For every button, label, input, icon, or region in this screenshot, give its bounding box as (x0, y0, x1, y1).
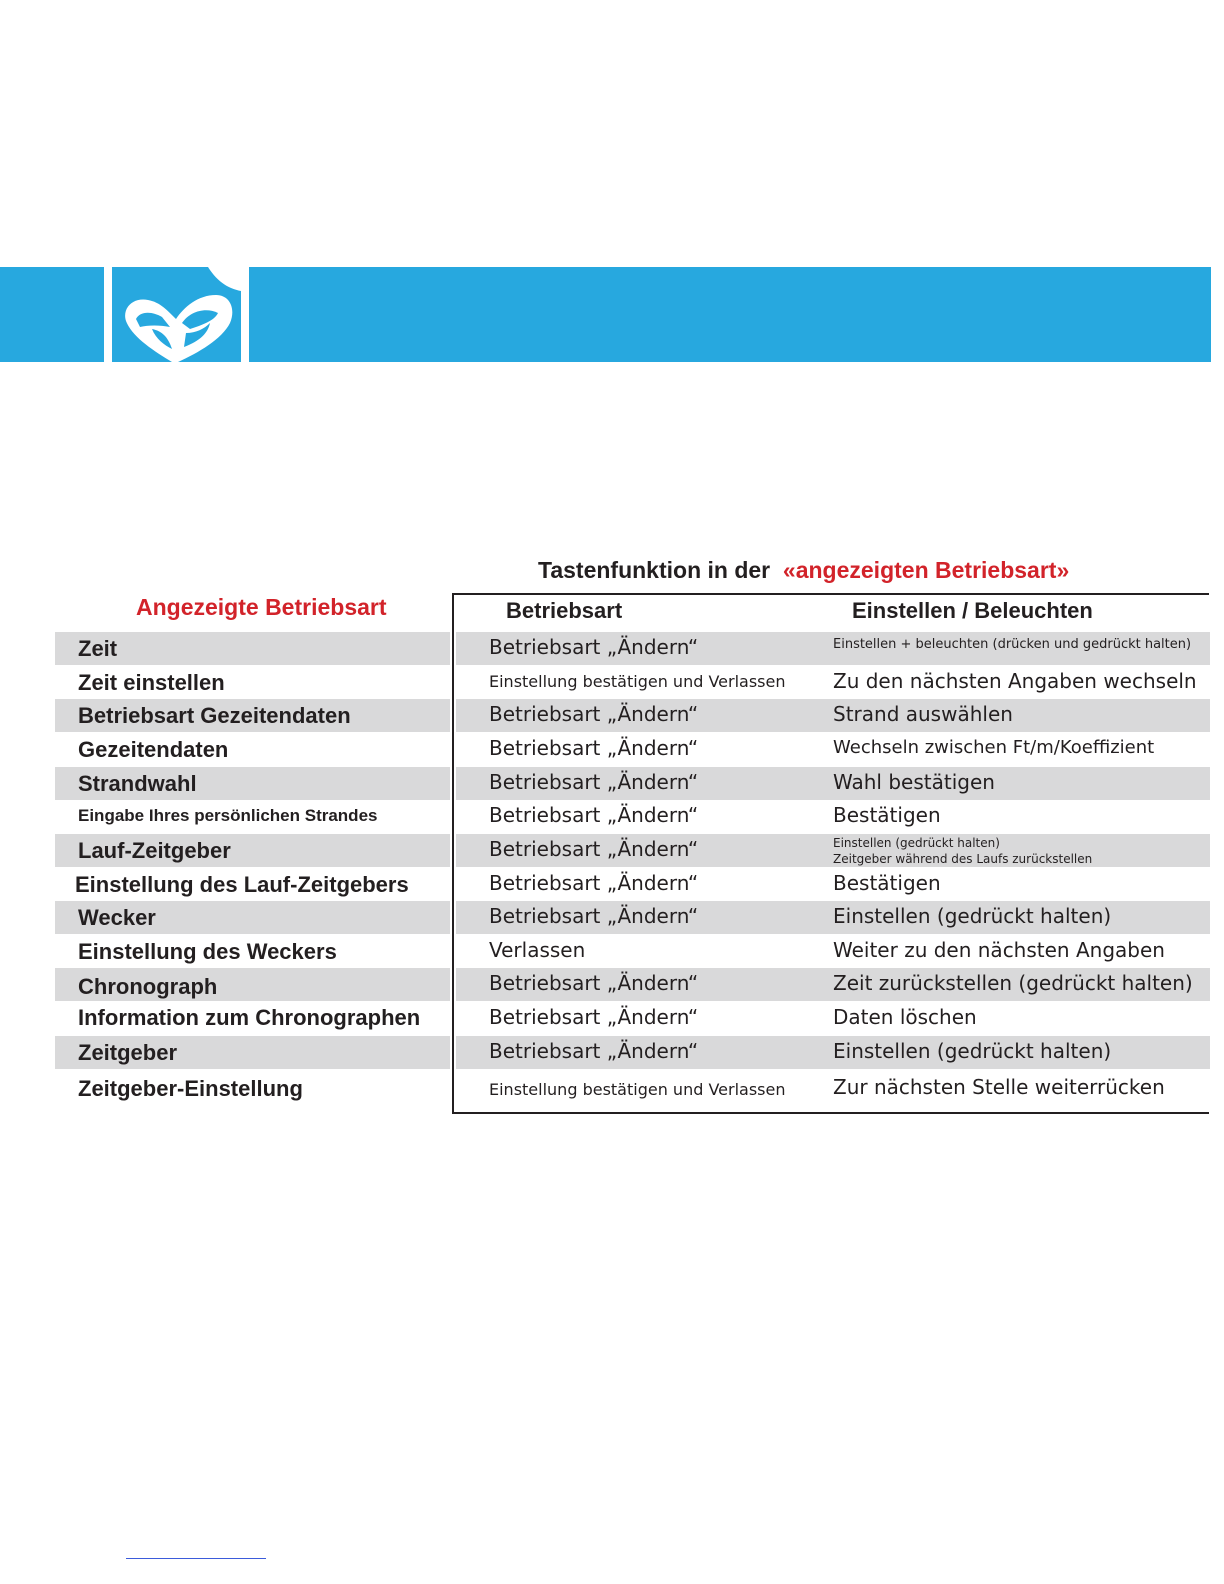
set-button-action: Bestätigen (833, 803, 941, 827)
set-button-action: Einstellen + beleuchten (drücken und gedrückt halten) (833, 637, 1192, 652)
mode-button-action: Verlassen (489, 938, 586, 962)
mode-label: Wecker (78, 905, 156, 930)
set-button-action: Einstellen (gedrückt halten) (833, 904, 1112, 928)
table-row (55, 868, 1211, 901)
mode-button-action: Betriebsart „Ändern“ (489, 702, 699, 726)
header-banner-left (0, 267, 104, 362)
mode-label: Zeitgeber (78, 1040, 178, 1065)
column-header-mode: Betriebsart (506, 598, 623, 623)
mode-button-action: Betriebsart „Ändern“ (489, 904, 699, 928)
mode-label: Zeit einstellen (78, 670, 225, 695)
set-button-action: Daten löschen (833, 1005, 977, 1029)
table-title-highlight: «angezeigten Betriebsart» (782, 557, 1070, 583)
table-row (55, 733, 1211, 766)
set-button-action: Zu den nächsten Angaben wechseln (833, 669, 1197, 693)
table-title (538, 557, 1069, 584)
mode-button-action: Betriebsart „Ändern“ (489, 635, 699, 659)
mode-label: Chronograph (78, 974, 218, 999)
table-row (55, 1002, 1211, 1035)
set-button-action: Zur nächsten Stelle weiterrücken (833, 1075, 1165, 1099)
table-row (55, 800, 1211, 833)
set-button-action: Einstellen (gedrückt halten) (833, 1039, 1112, 1063)
left-column-header: Angezeigte Betriebsart (136, 594, 387, 620)
table-row (55, 767, 1211, 800)
mode-label: Betriebsart Gezeitendaten (78, 703, 351, 728)
table-row (55, 901, 1211, 934)
mode-button-action: Betriebsart „Ändern“ (489, 736, 699, 760)
mode-button-action: Einstellung bestätigen und Verlassen (489, 1080, 786, 1099)
table-row (55, 968, 1211, 1001)
mode-button-action: Betriebsart „Ändern“ (489, 837, 699, 861)
set-button-action: Zeit zurückstellen (gedrückt halten) (833, 971, 1193, 995)
set-button-action: Wahl bestätigen (833, 770, 995, 794)
set-button-action: Strand auswählen (833, 702, 1013, 726)
mode-label: Strandwahl (78, 771, 197, 796)
table-row (55, 632, 1211, 665)
table-row (55, 699, 1211, 732)
mode-button-action: Einstellung bestätigen und Verlassen (489, 672, 786, 691)
set-button-action (833, 835, 1092, 867)
column-header-set-light: Einstellen / Beleuchten (852, 598, 1093, 623)
mode-button-action: Betriebsart „Ändern“ (489, 803, 699, 827)
mode-label: Zeit (78, 636, 118, 661)
footer-rule (126, 1558, 266, 1559)
heart-logo-icon (112, 267, 241, 362)
mode-label: Einstellung des Weckers (78, 939, 337, 964)
set-button-action: Bestätigen (833, 871, 941, 895)
table-row (55, 834, 1211, 867)
table-row (55, 935, 1211, 968)
mode-button-action: Betriebsart „Ändern“ (489, 971, 699, 995)
mode-label: Eingabe Ihres persönlichen Strandes (78, 806, 378, 825)
set-button-action: Wechseln zwischen Ft/m/Koeffizient (833, 737, 1155, 758)
set-button-action: Weiter zu den nächsten Angaben (833, 938, 1165, 962)
mode-button-action: Betriebsart „Ändern“ (489, 871, 699, 895)
mode-label: Einstellung des Lauf-Zeitgebers (75, 872, 409, 897)
mode-label: Lauf-Zeitgeber (78, 838, 231, 863)
table-row (55, 1072, 1211, 1105)
set-button-action-line2: Zeitgeber während des Laufs zurückstellen (833, 852, 1093, 866)
set-button-action-line1: Einstellen (gedrückt halten) (833, 836, 1000, 850)
mode-label: Gezeitendaten (78, 737, 229, 762)
header-banner-right (249, 267, 1211, 362)
table-title-prefix: Tastenfunktion in der (538, 557, 771, 583)
mode-label: Zeitgeber-Einstellung (78, 1076, 303, 1101)
table-row (55, 666, 1211, 699)
mode-label: Information zum Chronographen (78, 1005, 421, 1030)
mode-button-action: Betriebsart „Ändern“ (489, 1005, 699, 1029)
mode-button-action: Betriebsart „Ändern“ (489, 1039, 699, 1063)
table-row (55, 1036, 1211, 1069)
mode-button-action: Betriebsart „Ändern“ (489, 770, 699, 794)
